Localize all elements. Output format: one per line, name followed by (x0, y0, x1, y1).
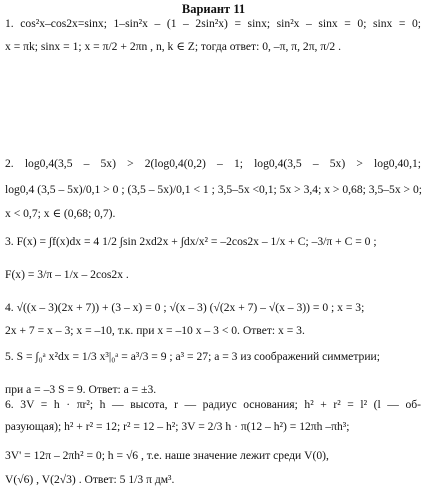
problem-6-line-1 (5, 398, 421, 412)
problem-text: cos²x–cos2x=sinx; 1–sin²x – (1 – 2sin²x) = sinx; sin²x – sinx = 0; sinx = 0; (20, 17, 421, 30)
problem-6-line-3: 3V' = 12π – 2πh² = 0; h = √6 , т.е. наше значение лежит среди V(0), (5, 449, 329, 462)
problem-1-line-1 (5, 17, 421, 31)
problem-3-line-1 (5, 235, 421, 249)
problem-6-line-4: V(√6) , V(2√3) . Ответ: 5 1/3 π дм³. (5, 473, 175, 486)
problem-2-line-2: log0,4 (3,5 – 5x)/0,1 > 0 ; (3,5 – 5x)/0,1 < 1 ; 3,5–5x <0,1; 5x > 3,4; x > 0,68; 3,5–5x > 0; (5, 183, 422, 196)
problem-text: log0,4(3,5 – 5x) > 2(log0,4(0,2) – 1; log0,4(3,5 – 5x) > log0,40,1; (24, 157, 422, 170)
problem-text: S = ∫₀ᵃ x²dx = 1/3 x³|₀ᵃ = a³/3 = 9 ; a³ = 27; a = 3 из соображений симметрии; (16, 350, 380, 363)
problem-number: 5. (5, 350, 14, 363)
problem-number: 4. (5, 301, 14, 314)
problem-6-line-2: разующая); h² + r² = 12; r² = 12 – h²; 3V = 2/3 h · π(12 – h²) = 12πh –πh³; (5, 420, 350, 433)
problem-text: √((x – 3)(2x + 7)) + (3 – x) = 0 ; √(x – 3) (√(2x + 7) – √(x – 3)) = 0 ; x = 3; (16, 301, 365, 314)
problem-3-line-2: F(x) = 3/π – 1/x – 2cos2x . (5, 268, 129, 281)
problem-number: 3. (5, 235, 14, 248)
problem-number: 1. (5, 17, 14, 30)
problem-number: 2. (5, 157, 14, 170)
problem-text: F(x) = ∫f(x)dx = 4 1/2 ∫sin 2xd2x + ∫dx/x² = –2cos2x – 1/x + C; –3/π + C = 0 ; (16, 235, 377, 248)
problem-2-line-1 (5, 157, 421, 171)
variant-title: Вариант 11 (181, 2, 246, 16)
problem-5-line-2: при a = –3 S = 9. Ответ: a = ±3. (5, 383, 157, 396)
problem-4-line-1 (5, 301, 421, 315)
problem-4-line-2: 2x + 7 = x – 3; x = –10, т.к. при x = –10 x – 3 < 0. Ответ: x = 3. (5, 324, 305, 337)
problem-text: 3V = h · πr²; h — высота, r — радиус основания; h² + r² = l² (l — об- (20, 398, 421, 411)
problem-number: 6. (5, 398, 14, 411)
problem-5-line-1 (5, 350, 421, 364)
problem-2-line-3: x < 0,7; x ∈ (0,68; 0,7). (5, 207, 116, 220)
problem-1-line-2: x = πk; sinx = 1; x = π/2 + 2πn , n, k ∈ Z; тогда ответ: 0, –π, π, 2π, π/2 . (5, 40, 342, 53)
